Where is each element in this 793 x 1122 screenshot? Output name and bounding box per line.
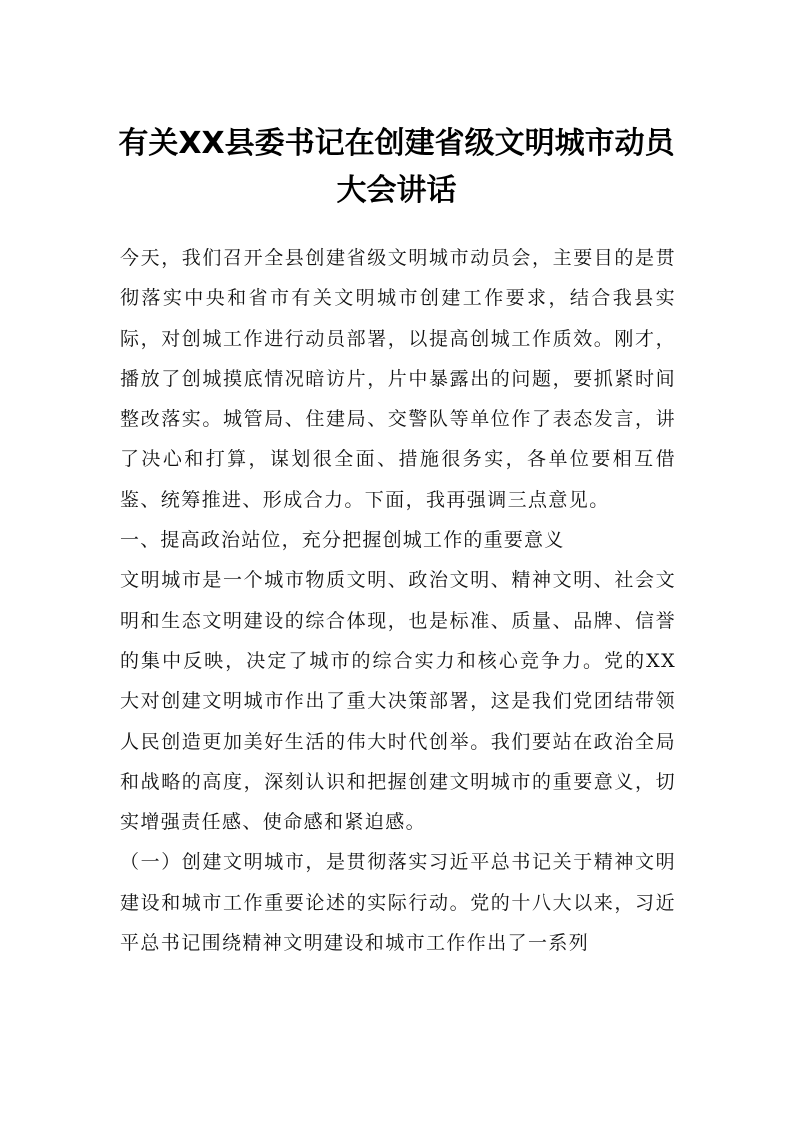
document-body <box>120 238 676 963</box>
document-title-line-1: 有关XX县委书记在创建省级文明城市动员 <box>118 126 675 161</box>
paragraph-subsection-1: （一）创建文明城市，是贯彻落实习近平总书记关于精神文明建设和城市工作重要论述的实际行动。党的十八大以来，习近平总书记围绕精神文明建设和城市工作作出了一系列 <box>120 851 676 955</box>
paragraph-intro: 今天，我们召开全县创建省级文明城市动员会，主要目的是贯彻落实中央和省市有关文明城市创建工作要求，结合我县实际，对创城工作进行动员部署，以提高创城工作质效。刚才，播放了创城摸底情况暗访片，片中暴露出的问题，要抓紧时间整改落实。城管局、住建局、交警队等单位作了表态发言，讲了决心和打算，谋划很全面、措施很务实，各单位要相互借鉴、统筹推进、形成合力。下面，我再强调三点意见。 <box>120 247 676 511</box>
section-heading-1: 一、提高政治站位，充分把握创城工作的重要意义 <box>120 529 565 552</box>
paragraph-section-1: 文明城市是一个城市物质文明、政治文明、精神文明、社会文明和生态文明建设的综合体现，也是标准、质量、品牌、信誉的集中反映，决定了城市的综合实力和核心竞争力。党的XX大对创建文明城市作出了重大决策部署，这是我们党团结带领人民创造更加美好生活的伟大时代创举。我们要站在政治全局和战略的高度，深刻认识和把握创建文明城市的重要意义，切实增强责任感、使命感和紧迫感。 <box>120 569 676 834</box>
document-title-line-2: 大会讲话 <box>336 173 457 208</box>
